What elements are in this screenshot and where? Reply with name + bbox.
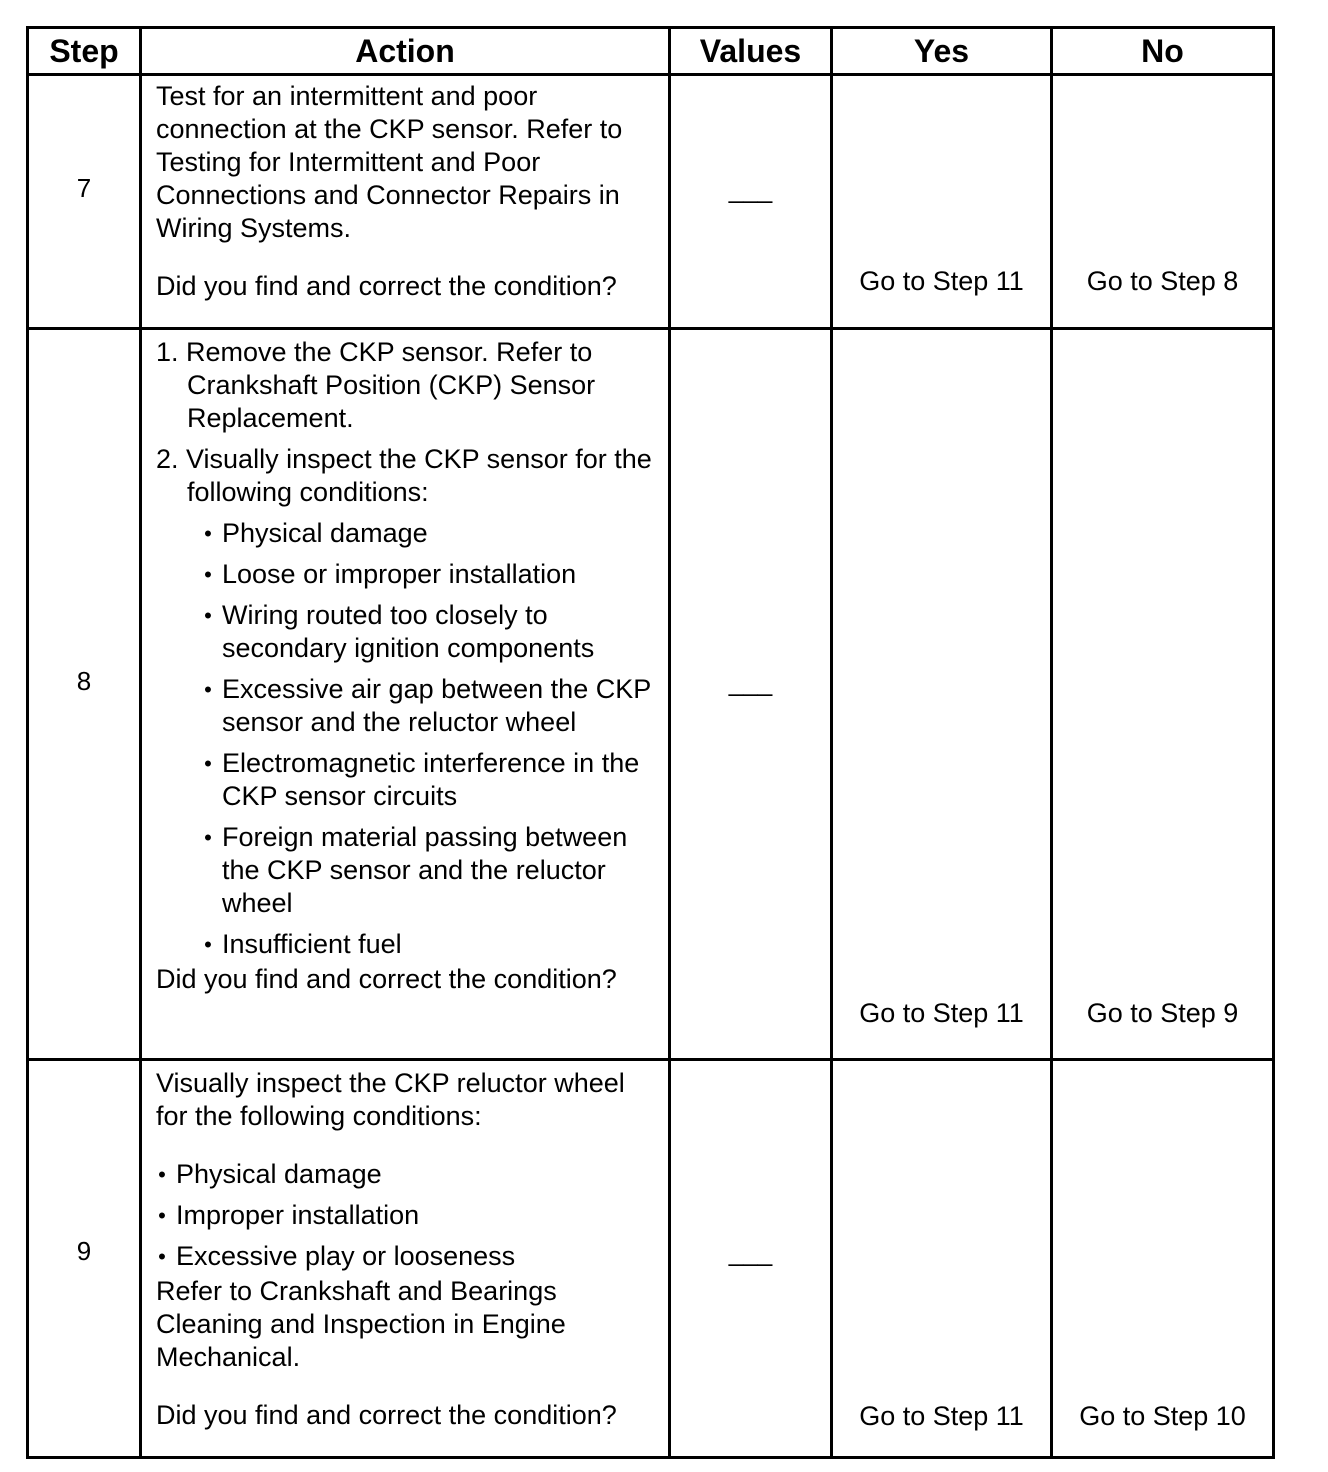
action-text: Test for an intermittent and poor connection at the CKP sensor. Refer to Testing for Intermittent and Poor Connections and Connector Repairs in Wiring Systems. <box>156 81 623 243</box>
step-instruction-1: 1. Remove the CKP sensor. Refer to Crankshaft Position (CKP) Sensor Replacement. <box>156 337 596 433</box>
no-cell <box>1052 1060 1274 1458</box>
list-item: • Wiring routed too closely to secondary ignition components <box>194 599 658 665</box>
action-question: Did you find and correct the condition? <box>156 964 617 994</box>
values-cell <box>670 1060 832 1458</box>
no-cell <box>1052 75 1274 329</box>
yes-cell <box>832 1060 1052 1458</box>
step-number: 8 <box>76 666 92 696</box>
values-cell <box>670 75 832 329</box>
action-cell <box>141 75 670 329</box>
values-text: ___ <box>728 174 773 204</box>
bullet-icon: • <box>158 1162 166 1187</box>
list-item <box>156 443 658 509</box>
no-text: Go to Step 9 <box>1086 998 1239 1028</box>
list-item: • Excessive play or looseness <box>148 1240 658 1273</box>
list-item: • Improper installation <box>148 1199 658 1232</box>
diagnostic-table <box>26 26 1275 1459</box>
bullet-icon: • <box>204 677 212 702</box>
bullet-icon: • <box>204 521 212 546</box>
action-refer: Refer to Crankshaft and Bearings Cleaning and Inspection in Engine Mechanical. <box>156 1276 566 1372</box>
values-text: ___ <box>728 667 773 697</box>
list-item: • Excessive air gap between the CKP sensor and the reluctor wheel <box>194 673 658 739</box>
table-row-step-8 <box>28 329 1274 1060</box>
bullet-icon: • <box>158 1244 166 1269</box>
list-item: • Electromagnetic interference in the CKP sensor circuits <box>194 747 658 813</box>
list-item: • Insufficient fuel <box>194 928 658 961</box>
bullet-icon: • <box>204 562 212 587</box>
step-instruction-2: 2. Visually inspect the CKP sensor for the following conditions: <box>156 444 652 507</box>
bullet-icon: • <box>204 751 212 776</box>
yes-cell <box>832 329 1052 1060</box>
bullet-icon: • <box>204 825 212 850</box>
condition-list <box>148 1158 658 1273</box>
action-question: Did you find and correct the condition? <box>156 1400 617 1430</box>
no-text: Go to Step 8 <box>1086 266 1239 296</box>
yes-text: Go to Step 11 <box>859 998 1024 1028</box>
action-cell <box>141 329 670 1060</box>
list-item: • Loose or improper installation <box>194 558 658 591</box>
list-item: • Foreign material passing between the CKP sensor and the reluctor wheel <box>194 821 658 920</box>
table-row-step-7 <box>28 75 1274 329</box>
step-number-cell <box>28 1060 141 1458</box>
action-cell <box>141 1060 670 1458</box>
bullet-icon: • <box>158 1203 166 1228</box>
action-intro: Visually inspect the CKP reluctor wheel for the following conditions: <box>156 1068 625 1131</box>
list-item <box>156 336 658 435</box>
header-row <box>28 28 1274 75</box>
table-row-step-9 <box>28 1060 1274 1458</box>
step-number: 9 <box>76 1236 92 1266</box>
action-question: Did you find and correct the condition? <box>156 271 617 301</box>
no-cell <box>1052 329 1274 1060</box>
yes-cell <box>832 75 1052 329</box>
yes-text: Go to Step 11 <box>859 1401 1024 1431</box>
no-text: Go to Step 10 <box>1079 1401 1246 1431</box>
bullet-icon: • <box>204 603 212 628</box>
header-step: Step <box>28 28 141 75</box>
step-number-cell <box>28 329 141 1060</box>
list-item: • Physical damage <box>194 517 658 550</box>
yes-text: Go to Step 11 <box>859 266 1024 296</box>
header-yes: Yes <box>832 28 1052 75</box>
step-number-cell <box>28 75 141 329</box>
bullet-icon: • <box>204 932 212 957</box>
header-action: Action <box>141 28 670 75</box>
list-item: • Physical damage <box>148 1158 658 1191</box>
values-text: ___ <box>728 1237 773 1267</box>
header-no: No <box>1052 28 1274 75</box>
step-number: 7 <box>76 173 92 203</box>
header-values: Values <box>670 28 832 75</box>
condition-list <box>156 517 658 961</box>
values-cell <box>670 329 832 1060</box>
